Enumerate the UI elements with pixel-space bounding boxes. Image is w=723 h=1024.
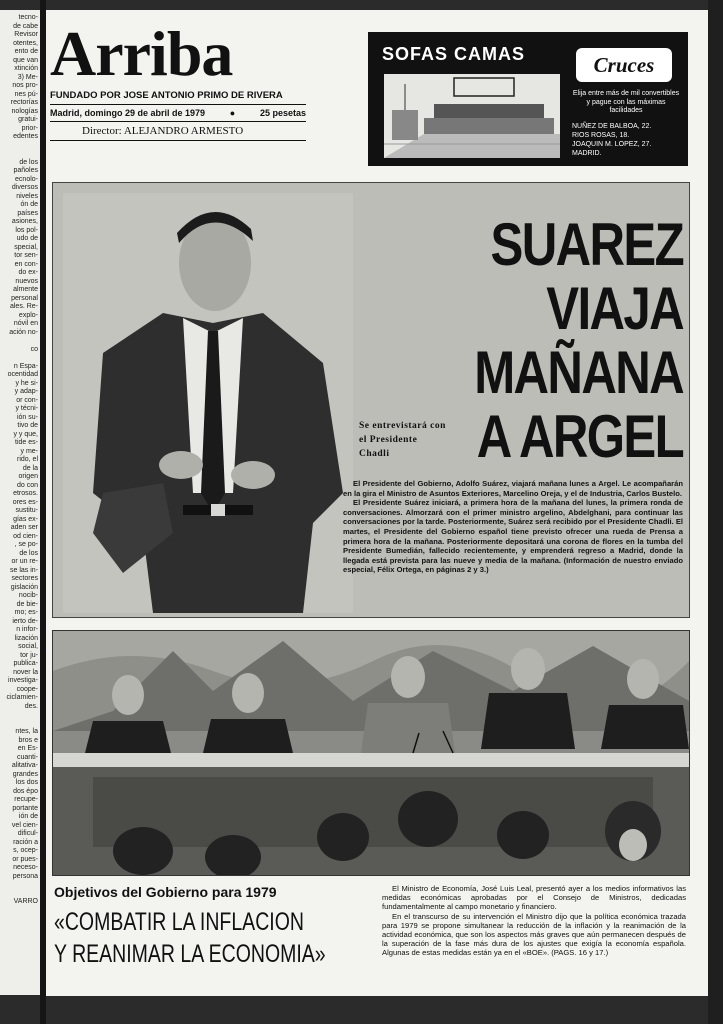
sofa-illustration-icon: [384, 74, 560, 158]
advert-address: MADRID.: [572, 150, 602, 157]
founder-line: FUNDADO POR JOSE ANTONIO PRIMO DE RIVERA: [50, 90, 306, 105]
body-paragraph: En el transcurso de su intervención el Ministro dijo que la política económica trazada para 1979 se propone simultanear la reducción de la inflación y la reanimación de la actividad económica, que son los aspectos más graves que aún permanecen después de la superación de la fase más dura de los ajustes que exigía la economía española. Algunas de estas medidas están ya en el «BOE». (PAGS. 16 y 17.): [382, 911, 686, 958]
newspaper-front-page: [46, 10, 708, 996]
headline-line: A ARGEL: [476, 403, 683, 470]
body-paragraph: El Ministro de Economía, José Luis Leal, presentó ayer a los medios informativos las medidas económicas aprobadas por el Consejo de Ministros, dedicadas fundamentalmente al campo monetario y financiero.: [382, 884, 686, 912]
previous-page-fragment: [0, 10, 40, 995]
page-edge: [708, 0, 723, 1024]
advert-title: SOFAS CAMAS: [382, 44, 526, 64]
headline-line: Y REANIMAR LA ECONOMIA»: [54, 940, 326, 968]
advert-addresses: [572, 122, 682, 158]
body-paragraph: El Presidente Suárez iniciará, a primera hora de la mañana del lunes, la primera ronda de conversaciones. Almorzará con el primer ministro argelino, Abdelghani, para continuar las conversaciones por la tarde. Posteriormente, Suárez será recibido por el Presidente Chadli. El martes, el Presidente del Gobierno español tiene previsto ofrecer una rueda de Prensa a primera hora de la mañana. Posteriormente depositará una corona de flores en la tumba del Presidente Bumedián, fallecido recientemente, y emprenderá regreso a Madrid, donde la llegada está prevista para las nueve y media de la mañana. (Información de nuestro enviado especial, Félix Ortega, en páginas 2 y 3.): [343, 498, 683, 575]
director-name: ALEJANDRO ARMESTO: [123, 125, 244, 137]
advert-text: Elija entre más de mil convertibles y pague con las máximas facilidades: [572, 90, 680, 114]
suarez-photo: [63, 193, 353, 613]
economy-headline: [54, 906, 326, 970]
previous-page-column: tecno- de cabe Revisor otentes, ento de que van xtinción 3) Me- nos pro- nes pú- rectorías nologías gratui- prior- edentes de los pañoles ecnolo- diversos niveles ón de países asiones, los pol- udo de special, tor sen- en con- do ex- nuevos almente personal ales. Re- explo- nóvil en ación no- co n Espa- ocentidad y he si- y adap- or con- y técni- ión su- tivo de y y que, tide es- y me- rido, el de la origen do con etrosos. ores es- sustitu- gías ex- aden ser od cien- , se po- de los or un re- se las in- sectores gislación nocib- de bie- mo; es- ierto de- n infor- lización social, tor ju- publica- nover la investiga- coope- ciclamien- des. ntes, la bros e en Es- cuanti- alitativa- grandes los dos dos épo recupe- portante ión de vel cien- dificul- ración a s, ocep- or pues- neceso- persona VARRO: [6, 14, 38, 905]
economy-story: [52, 878, 688, 988]
economy-body: [382, 884, 686, 958]
issue-price: 25 pesetas: [259, 108, 306, 118]
advert-address: JOAQUIN M. LOPEZ, 27.: [572, 141, 652, 148]
advert-brand-logo: Cruces: [576, 48, 672, 82]
issue-date: Madrid, domingo 29 de abril de 1979: [50, 108, 206, 118]
dateline: [50, 108, 306, 122]
press-conference-illustration: [53, 631, 689, 875]
lead-body: [343, 479, 683, 575]
bullet-icon: ●: [229, 108, 236, 118]
advert-address: RIOS ROSAS, 18.: [572, 132, 630, 139]
advert-sofa-illustration: [384, 74, 560, 158]
director-line: [50, 125, 306, 141]
newspaper-logo: Arriba: [50, 18, 233, 89]
body-paragraph: El Presidente del Gobierno, Adolfo Suárez, viajará mañana lunes a Argel. Le acompañarán en la gira el Ministro de Asuntos Exteriores, Marcelino Oreja, y el de Industria, Carlos Bustelo.: [343, 479, 683, 498]
headline-line: «COMBATIR LA INFLACION: [54, 908, 304, 936]
headline-line: SUAREZ VIAJA: [490, 211, 683, 342]
economy-kicker: Objetivos del Gobierno para 1979: [54, 884, 277, 900]
advert-address: NUÑEZ DE BALBOA, 22.: [572, 123, 652, 130]
lead-deck: Se entrevistará con el Presidente Chadli: [359, 421, 446, 459]
masthead: [50, 18, 306, 141]
press-conference-photo: [52, 630, 690, 876]
lead-story: [52, 182, 690, 618]
headline-line: MAÑANA: [474, 339, 683, 406]
sofa-advertisement: [368, 32, 688, 166]
director-label: Director:: [82, 125, 122, 137]
